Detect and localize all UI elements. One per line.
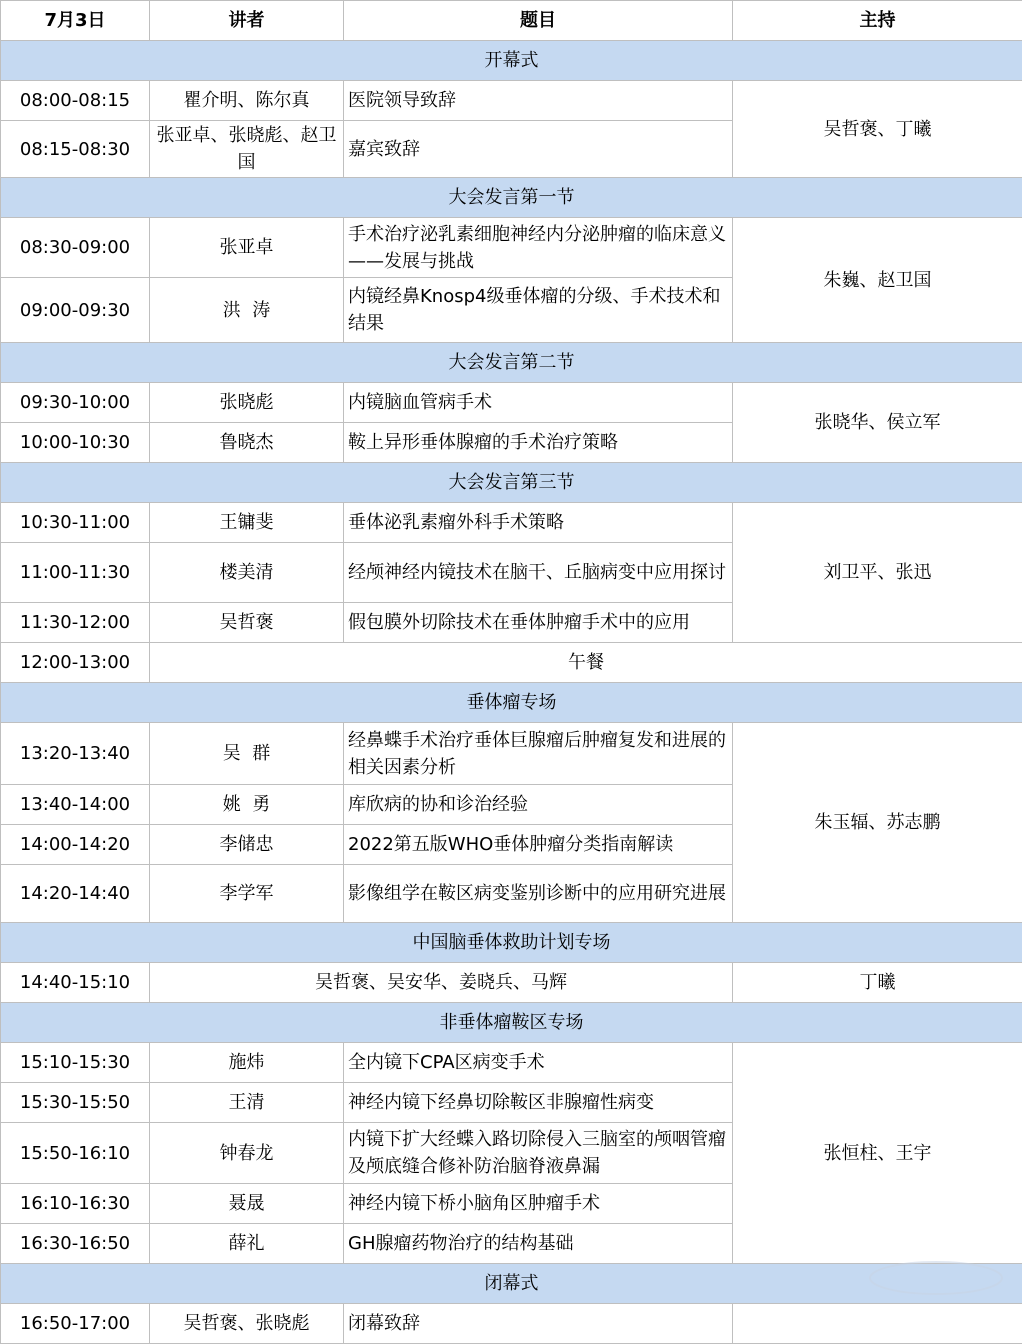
section-title-s1: 大会发言第一节 [1, 178, 1022, 218]
time-cell: 14:00-14:20 [1, 825, 150, 865]
section-row [1, 1003, 1022, 1043]
time-cell: 14:20-14:40 [1, 865, 150, 923]
time-cell: 08:30-09:00 [1, 218, 150, 278]
speaker-cell: 吴哲褒 [150, 603, 344, 643]
speaker-cell: 瞿介明、陈尔真 [150, 81, 344, 121]
section-title-nonpit: 非垂体瘤鞍区专场 [1, 1003, 1022, 1043]
time-cell: 14:40-15:10 [1, 963, 150, 1003]
section-title-closing: 闭幕式 [1, 1264, 1022, 1304]
header-row [1, 1, 1022, 41]
time-cell: 15:50-16:10 [1, 1123, 150, 1184]
topic-cell: 闭幕致辞 [344, 1304, 733, 1344]
table-row [1, 1043, 1022, 1083]
time-cell: 15:30-15:50 [1, 1083, 150, 1123]
speaker-cell: 张晓彪 [150, 383, 344, 423]
table-row [1, 1304, 1022, 1344]
section-title-s3: 大会发言第三节 [1, 463, 1022, 503]
time-cell: 16:50-17:00 [1, 1304, 150, 1344]
host-cell-empty [733, 1304, 1022, 1344]
table-row [1, 503, 1022, 543]
col-header-speaker: 讲者 [150, 1, 344, 41]
time-cell: 15:10-15:30 [1, 1043, 150, 1083]
speaker-cell: 鲁晓杰 [150, 423, 344, 463]
topic-cell: 神经内镜下经鼻切除鞍区非腺瘤性病变 [344, 1083, 733, 1123]
table-row [1, 81, 1022, 121]
section-title-rescue: 中国脑垂体救助计划专场 [1, 923, 1022, 963]
time-cell: 16:30-16:50 [1, 1224, 150, 1264]
time-cell: 10:00-10:30 [1, 423, 150, 463]
section-title-opening: 开幕式 [1, 41, 1022, 81]
table-row [1, 723, 1022, 785]
speaker-cell: 吴哲褒、吴安华、姜晓兵、马辉 [150, 963, 733, 1003]
host-cell: 张晓华、侯立军 [733, 383, 1022, 463]
speaker-cell: 施炜 [150, 1043, 344, 1083]
section-title-pituitary: 垂体瘤专场 [1, 683, 1022, 723]
lunch-cell: 午餐 [150, 643, 1022, 683]
topic-cell: 内镜脑血管病手术 [344, 383, 733, 423]
speaker-cell: 王清 [150, 1083, 344, 1123]
speaker-cell: 聂晟 [150, 1184, 344, 1224]
speaker-cell: 吴哲褒、张晓彪 [150, 1304, 344, 1344]
speaker-cell: 姚 勇 [150, 785, 344, 825]
col-header-topic: 题目 [344, 1, 733, 41]
topic-cell: 内镜下扩大经蝶入路切除侵入三脑室的颅咽管瘤及颅底缝合修补防治脑脊液鼻漏 [344, 1123, 733, 1184]
host-cell: 朱巍、赵卫国 [733, 218, 1022, 343]
time-cell: 11:00-11:30 [1, 543, 150, 603]
host-cell: 朱玉辐、苏志鹏 [733, 723, 1022, 923]
topic-cell: 垂体泌乳素瘤外科手术策略 [344, 503, 733, 543]
time-cell: 16:10-16:30 [1, 1184, 150, 1224]
topic-cell: 手术治疗泌乳素细胞神经内分泌肿瘤的临床意义——发展与挑战 [344, 218, 733, 278]
topic-cell: 神经内镜下桥小脑角区肿瘤手术 [344, 1184, 733, 1224]
time-cell: 09:00-09:30 [1, 278, 150, 343]
time-cell: 13:20-13:40 [1, 723, 150, 785]
speaker-cell: 吴 群 [150, 723, 344, 785]
speaker-cell: 王镛斐 [150, 503, 344, 543]
time-cell: 13:40-14:00 [1, 785, 150, 825]
topic-cell: 库欣病的协和诊治经验 [344, 785, 733, 825]
topic-cell: 经鼻蝶手术治疗垂体巨腺瘤后肿瘤复发和进展的相关因素分析 [344, 723, 733, 785]
topic-cell: 2022第五版WHO垂体肿瘤分类指南解读 [344, 825, 733, 865]
section-row [1, 463, 1022, 503]
topic-cell: 影像组学在鞍区病变鉴别诊断中的应用研究进展 [344, 865, 733, 923]
section-row [1, 41, 1022, 81]
watermark-icon [866, 1258, 1006, 1298]
watermark-logo [866, 1258, 1006, 1298]
topic-cell: 经颅神经内镜技术在脑干、丘脑病变中应用探讨 [344, 543, 733, 603]
host-cell: 刘卫平、张迅 [733, 503, 1022, 643]
speaker-cell: 张亚卓、张晓彪、赵卫国 [150, 121, 344, 178]
time-cell: 11:30-12:00 [1, 603, 150, 643]
topic-cell: 假包膜外切除技术在垂体肿瘤手术中的应用 [344, 603, 733, 643]
table-row [1, 383, 1022, 423]
time-cell: 09:30-10:00 [1, 383, 150, 423]
speaker-cell: 钟春龙 [150, 1123, 344, 1184]
time-cell: 08:00-08:15 [1, 81, 150, 121]
speaker-cell: 薛礼 [150, 1224, 344, 1264]
table-row [1, 218, 1022, 278]
section-row [1, 343, 1022, 383]
section-row [1, 178, 1022, 218]
topic-cell: 嘉宾致辞 [344, 121, 733, 178]
table-row-lunch [1, 643, 1022, 683]
speaker-cell: 张亚卓 [150, 218, 344, 278]
col-header-host: 主持 [733, 1, 1022, 41]
topic-cell: 医院领导致辞 [344, 81, 733, 121]
topic-cell: 鞍上异形垂体腺瘤的手术治疗策略 [344, 423, 733, 463]
col-header-date: 7月3日 [1, 1, 150, 41]
host-cell: 丁曦 [733, 963, 1022, 1003]
topic-cell: 内镜经鼻Knosp4级垂体瘤的分级、手术技术和结果 [344, 278, 733, 343]
section-row [1, 683, 1022, 723]
section-title-s2: 大会发言第二节 [1, 343, 1022, 383]
topic-cell: GH腺瘤药物治疗的结构基础 [344, 1224, 733, 1264]
section-row [1, 923, 1022, 963]
time-cell: 10:30-11:00 [1, 503, 150, 543]
host-cell: 张恒柱、王宇 [733, 1043, 1022, 1264]
time-cell: 12:00-13:00 [1, 643, 150, 683]
speaker-cell: 洪 涛 [150, 278, 344, 343]
speaker-cell: 李储忠 [150, 825, 344, 865]
speaker-cell: 李学军 [150, 865, 344, 923]
speaker-cell: 楼美清 [150, 543, 344, 603]
time-cell: 08:15-08:30 [1, 121, 150, 178]
topic-cell: 全内镜下CPA区病变手术 [344, 1043, 733, 1083]
host-cell: 吴哲褒、丁曦 [733, 81, 1022, 178]
table-row [1, 963, 1022, 1003]
